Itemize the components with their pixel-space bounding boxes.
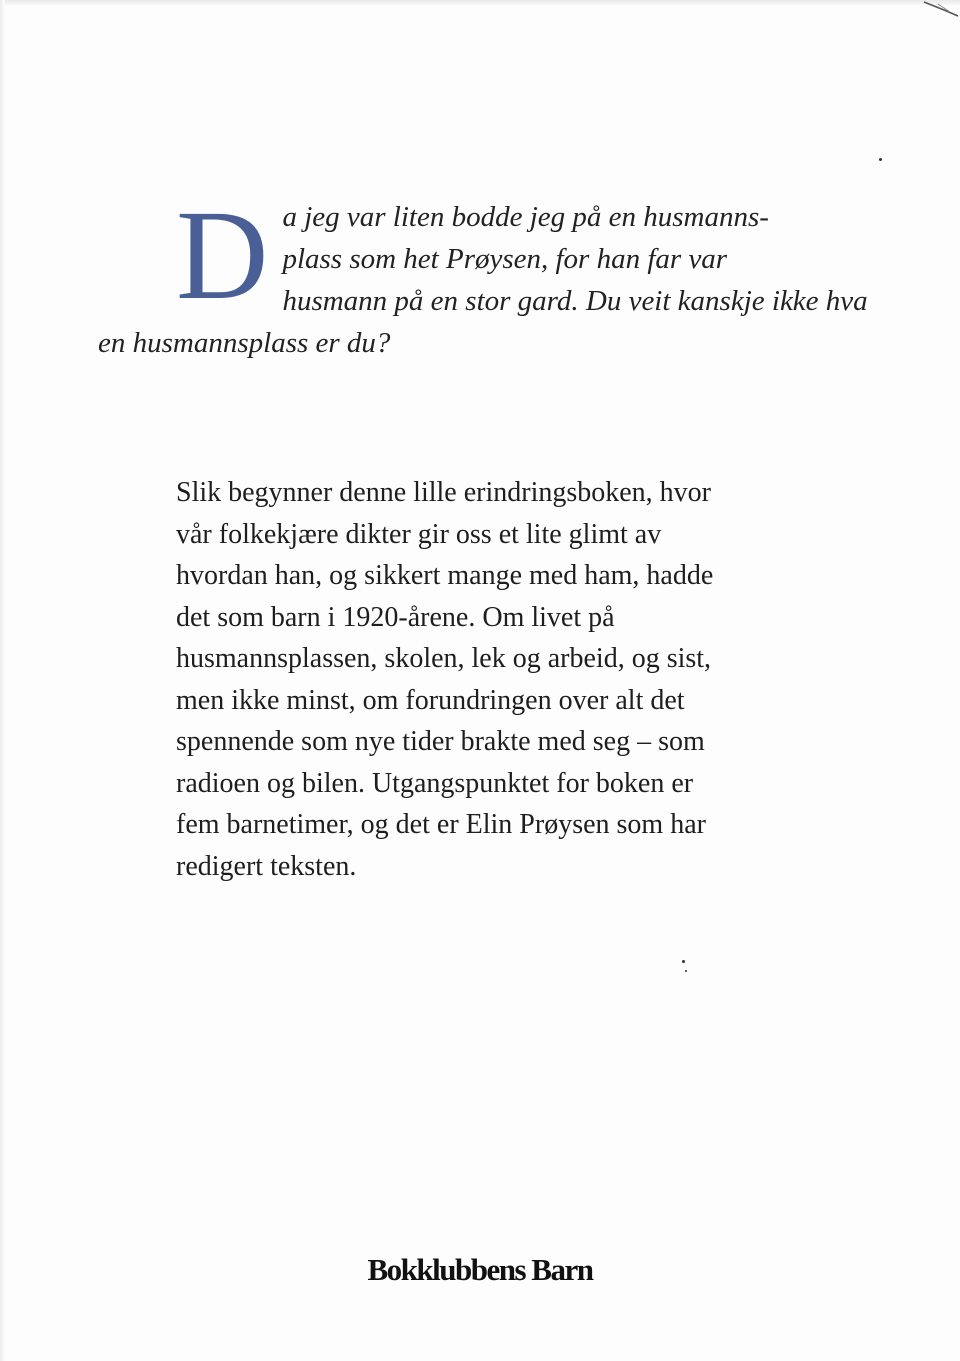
blurb-line: hvordan han, og sikkert mange med ham, hadde bbox=[176, 560, 714, 591]
intro-line: a jeg var liten bodde jeg på en husmanns- bbox=[282, 201, 769, 233]
publisher-logo: Bokklubbens Barn bbox=[367, 1252, 593, 1287]
intro-quote bbox=[98, 184, 868, 364]
scan-edge-left bbox=[0, 0, 5, 1361]
dust-speck bbox=[879, 158, 882, 161]
drop-cap: D bbox=[176, 184, 269, 326]
intro-quote-text bbox=[98, 184, 868, 364]
scan-corner-mark bbox=[910, 0, 960, 30]
scan-edge-top bbox=[0, 0, 960, 6]
blurb-line: husmannsplassen, skolen, lek og arbeid, og sist, bbox=[176, 643, 712, 674]
blurb-line: men ikke minst, om forundringen over alt det bbox=[176, 684, 685, 716]
blurb-line: redigert teksten. bbox=[176, 850, 357, 882]
blurb-line: radioen og bilen. Utgangspunktet for boken er bbox=[176, 767, 694, 799]
blurb-line: fem barnetimer, og det er Elin Prøysen som har bbox=[176, 809, 706, 840]
blurb-line: spennende som nye tider brakte med seg – som bbox=[176, 726, 705, 757]
blurb-paragraph bbox=[176, 472, 816, 887]
intro-line: en husmannsplass er du? bbox=[98, 327, 391, 359]
blurb-line: det som barn i 1920-årene. Om livet på bbox=[176, 601, 615, 633]
blurb-line: Slik begynner denne lille erindringsboken, hvor bbox=[176, 477, 711, 508]
dust-speck bbox=[682, 960, 685, 963]
intro-line: plass som het Prøysen, for han far var bbox=[282, 243, 728, 275]
intro-line: husmann på en stor gard. Du veit kanskje ikke hva bbox=[282, 285, 868, 317]
blurb-line: vår folkekjære dikter gir oss et lite glimt av bbox=[176, 518, 662, 550]
dust-speck bbox=[685, 970, 687, 972]
